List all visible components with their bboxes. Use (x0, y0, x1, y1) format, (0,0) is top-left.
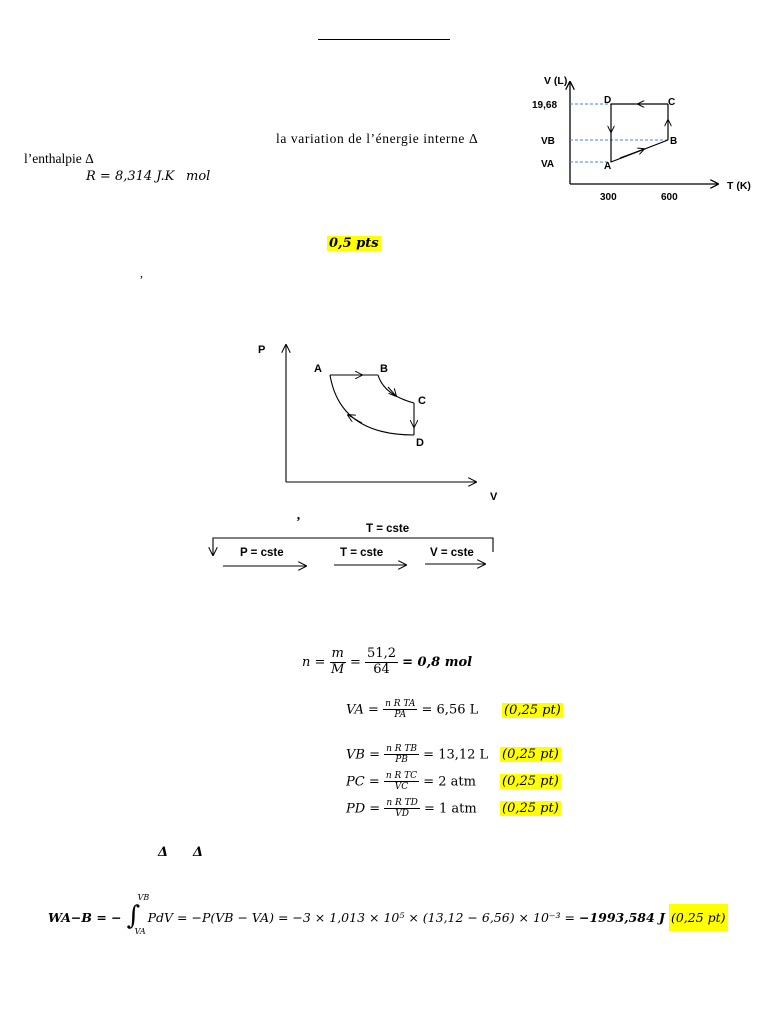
r-constant-unit: mol (186, 169, 211, 184)
intro-text-a: la variation de l’énergie interne Δ (276, 131, 479, 146)
vt-tick-600: 600 (661, 192, 678, 203)
equation-va: VA = $\frac{\text{n R TA}}{PA}$ = 6,56 L (346, 699, 479, 721)
integral-sign: ∫ VB VA (126, 893, 150, 936)
delta-symbol-1: Δ (158, 845, 169, 860)
vt-point-c: C (668, 97, 676, 108)
points-badge: 0,5 pts (329, 236, 379, 251)
pv-diagram (250, 335, 510, 505)
score-va: (0,25 pt) (504, 703, 561, 718)
vt-tick-300: 300 (600, 192, 617, 203)
pv-point-d: D (416, 437, 424, 449)
pv-point-c: C (418, 395, 426, 407)
equation-pd: PD = $\frac{\text{n R TD}}{VD}$ = 1 atm (346, 798, 477, 820)
score-work: (0,25 pt) (669, 904, 728, 931)
score-pc: (0,25 pt) (502, 774, 559, 789)
process-apostrophe: ’ (296, 515, 301, 530)
vt-point-b: B (670, 136, 678, 147)
title-underline (318, 39, 450, 40)
r-constant: R = 8,314 J.K (86, 169, 175, 184)
process-diagram (200, 515, 510, 575)
equation-vb: VB = $\frac{\text{n R TB}}{PB}$ = 13,12 L (346, 744, 489, 766)
vt-point-a: A (604, 161, 612, 172)
stray-comma: , (140, 266, 143, 280)
vt-x-label: T (K) (727, 180, 751, 192)
score-vb: (0,25 pt) (502, 747, 559, 762)
vt-tick-1968: 19,68 (532, 100, 558, 111)
score-pd: (0,25 pt) (502, 801, 559, 816)
process-label-3: V = cste (430, 547, 474, 559)
process-label-1: P = cste (240, 547, 284, 559)
vt-y-label: V (L) (544, 75, 568, 87)
equation-n: n = $\frac{m}{M}$ = $\frac{51,2}{64}$ = 0,8 mol (302, 646, 473, 677)
vt-tick-vb: VB (541, 136, 555, 147)
intro-text-b: l’enthalpie Δ (24, 151, 94, 166)
process-label-2: T = cste (340, 547, 384, 559)
work-equation: WA−B = − ∫ VB VA PdV = −P(VB − VA) = −3 × 1,013 × 10⁵ × (13,12 − 6,56) × 10⁻³ = −1993,584 J (0,25 pt) (48, 893, 726, 936)
vt-diagram (520, 70, 760, 215)
delta-symbol-2: Δ (193, 845, 204, 860)
vt-point-d: D (604, 95, 612, 106)
equation-pc: PC = $\frac{\text{n R TC}}{VC}$ = 2 atm (346, 771, 476, 793)
process-top-label: T = cste (366, 523, 410, 535)
vt-tick-va: VA (541, 159, 555, 170)
pv-point-b: B (380, 363, 388, 375)
pv-y-label: P (258, 344, 266, 356)
pv-x-label: V (490, 491, 498, 503)
pv-point-a: A (314, 363, 322, 375)
